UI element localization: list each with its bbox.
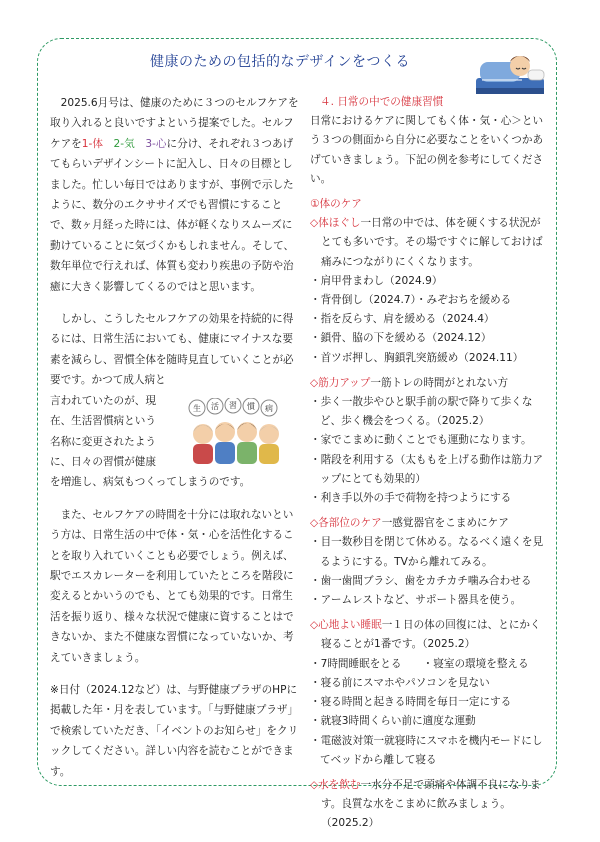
parts-care-list xyxy=(310,533,550,610)
sleeping-person-illustration xyxy=(472,44,548,100)
list-item: ・7時間睡眠をとる ・寝室の環境を整える xyxy=(310,657,529,670)
category-water: ◇水を飲む一水分不足で頭痛や体調不良になります。良質な水をこまめに飲みましょう。（2025.2） xyxy=(310,778,541,830)
badge-char: 習 xyxy=(229,401,237,410)
note-dates: ※日付（2024.12など）は、与野健康プラザのHPに掲載した年・月を表しています。「与野健康プラザ」で検索していただき、「イベントのお知らせ」をクリックしてください。詳しい内容を読むことができます。 xyxy=(50,683,299,778)
body-care-heading: ①体のケア xyxy=(310,198,362,211)
category-sleep: ◇心地よい睡眠一１日の体の回復には、とにかく寝ることが1番です。（2025.2） xyxy=(310,619,541,651)
list-item: ・寝る前にスマホやパソコンを見ない xyxy=(310,676,490,689)
list-item: ・歩く一散歩やひと駅手前の駅で降りて歩くなど、歩く機会をつくる。（2025.2） xyxy=(310,396,533,428)
badge-char: 慣 xyxy=(247,402,255,411)
list-item: ・肩甲骨まわし（2024.9） xyxy=(310,274,443,287)
section-intro: 日常におけるケアに関してもく体・気・心＞という３つの側面から自分に必要なことをいくつかあげていきましょう。下記の例を参考にしてください。 xyxy=(310,115,544,185)
paragraph-intro: 2025.6月号は、健康のために３つのセルフケアを取り入れると良いですよという提案でした。セルフケアを1-体 2-気 3-心に分け、それぞれ３つあげてもらいデザインシートに記入し、日々の目標としました。忙しい毎日ではありますが、事例で示したように、数分のエクササイズでも習慣にすることで、数ヶ月経った時には、体が軽くなりスムーズに動けていることに気づくかもしれません。そして、数年単位で行えれば、体質も変わり疾患の予防や治癒に大きく影響してくるのではと思います。 xyxy=(50,97,299,293)
badge-char: 病 xyxy=(265,404,273,413)
right-column xyxy=(310,93,550,834)
badge-char: 活 xyxy=(211,402,219,411)
body-label: 1-体 xyxy=(81,137,103,150)
list-item: ・利き手以外の手で荷物を持つようにする xyxy=(310,492,512,505)
list-item: ・指を反らす、肩を緩める（2024.4） xyxy=(310,313,495,326)
breath-label: 2-気 xyxy=(113,137,135,150)
sleep-list xyxy=(310,655,550,770)
loosen-list xyxy=(310,272,550,368)
lifestyle-disease-people-illustration xyxy=(185,398,285,464)
paragraph-lifestyle-end: を増進し、病気もつくってしまうのです。 xyxy=(50,476,251,489)
list-item: ・目一数秒目を閉じて休める。なるべく遠くを見るようにする。TVから離れてみる。 xyxy=(310,536,544,568)
mind-label: 3-心 xyxy=(145,137,167,150)
page-title: 健康のための包括的なデザインをつくる xyxy=(150,54,411,70)
badge-char: 生 xyxy=(193,404,201,413)
paragraph-lifestyle-wrap: 言われていたのが、現 在、生活習慣病という 名称に変更されたよう に、日々の習慣が健康 xyxy=(50,394,156,468)
paragraph-daily-life: また、セルフケアの時間を十分には取れないという方は、日常生活の中で体・気・心を活性化することを取り入れていくことも必要でしょう。例えば、駅でエスカレーターを利用していたところを階段に変えるとかいうのでも、とても効果的です。日常生活を振り返り、様々な状況で健康に資することはできないか、また不健康な習慣になっていないか、考えていきましょう。 xyxy=(50,508,294,664)
section-title: ４. 日常の中での健康習慣 xyxy=(320,96,444,108)
list-item: ・鎖骨、脇の下を緩める（2024.12） xyxy=(310,332,492,345)
list-item: ・歯一歯間ブラシ、歯をカチカチ噛み合わせる xyxy=(310,574,532,587)
strength-list xyxy=(310,393,550,508)
list-item: ・電磁波対策一就寝時にスマホを機内モードにしてベッドから離して寝る xyxy=(310,734,543,766)
list-item: ・首ツボ押し、胸鎖乳突筋緩め（2024.11） xyxy=(310,351,524,364)
category-strength: ◇筋力アップ一筋トレの時間がとれない方 xyxy=(310,376,509,389)
list-item: ・寝る時間と起きる時間を毎日一定にする xyxy=(310,696,512,709)
list-item: ・階段を利用する（太ももを上げる動作は筋力アップにとても効果的） xyxy=(310,453,544,485)
list-item: ・就寝3時間くらい前に適度な運動 xyxy=(310,715,476,728)
category-loosen: ◇体ほぐし一日常の中では、体を硬くする状況がとても多いです。その場ですぐに解しておけば痛みにつながりにくくなります。 xyxy=(310,217,543,268)
badge-row xyxy=(189,398,277,416)
list-item: ・家でこまめに動くことでも運動になります。 xyxy=(310,434,532,447)
category-parts-care: ◇各部位のケア一感覚器官をこまめにケア xyxy=(310,517,509,530)
list-item: ・背骨倒し（2024.7）・みぞおちを緩める xyxy=(310,294,512,307)
paragraph-lifestyle: しかし、こうしたセルフケアの効果を持続的に得るには、日常生活においても、健康にマイナスな要素を減らし、習慣全体を随時見直していくことが必要です。かつて成人病と xyxy=(50,313,294,387)
list-item: ・アームレストなど、サポート器具を使う。 xyxy=(310,594,522,607)
